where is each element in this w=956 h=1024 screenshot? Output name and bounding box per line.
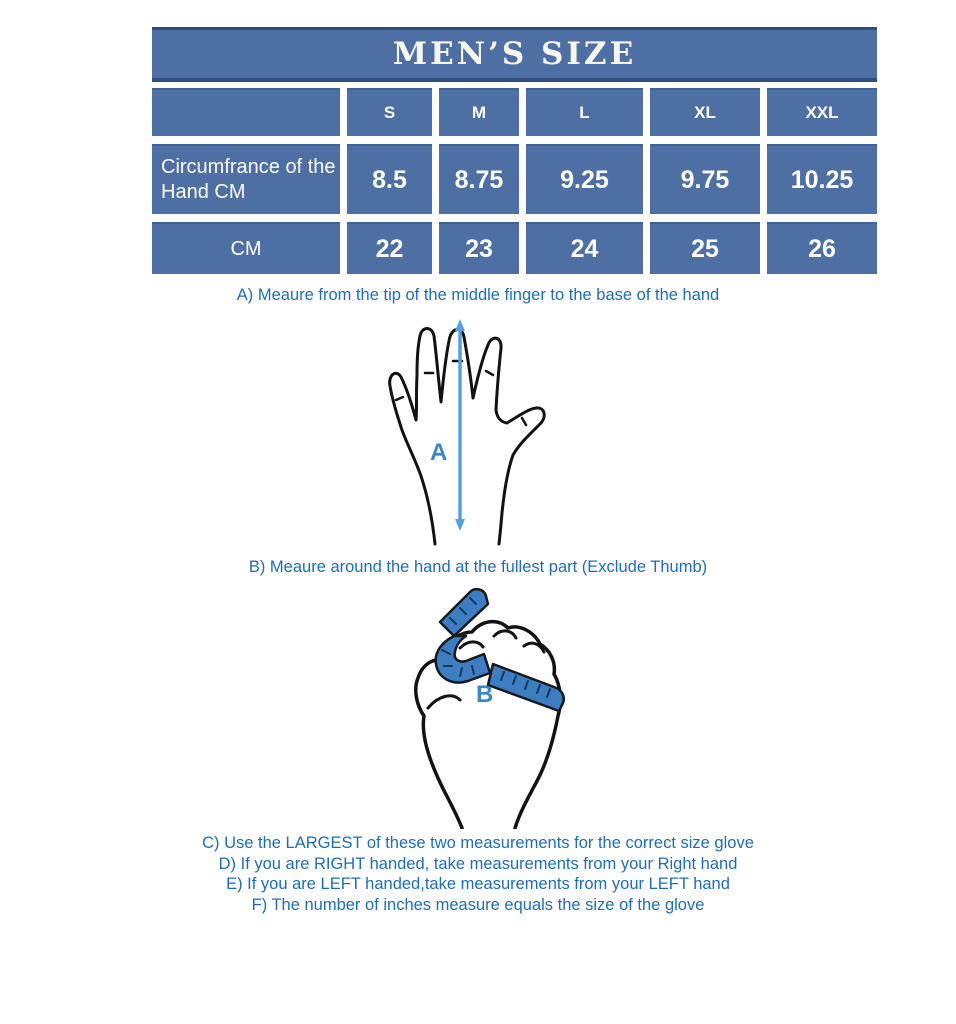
cm-value: 22 xyxy=(347,222,432,274)
fist-tape-measure-diagram xyxy=(398,584,573,829)
circumference-row-label: Circumfrance of the Hand CM xyxy=(152,144,340,214)
mens-size-table xyxy=(152,27,877,274)
instruction-b: B) Meaure around the hand at the fullest part (Exclude Thumb) xyxy=(248,558,708,576)
circumference-value: 8.75 xyxy=(439,144,519,214)
size-column-header: XL xyxy=(650,88,760,136)
diagram-b-label: B xyxy=(476,681,494,708)
cm-value: 26 xyxy=(767,222,877,274)
table-corner-cell xyxy=(152,88,340,136)
open-hand-measure-diagram xyxy=(383,314,555,546)
cm-row-label: CM xyxy=(152,222,340,274)
cm-value: 23 xyxy=(439,222,519,274)
size-column-header: L xyxy=(526,88,643,136)
size-column-header: M xyxy=(439,88,519,136)
table-title: MEN’S SIZE xyxy=(152,27,877,78)
hand-outline-illustration xyxy=(390,329,545,545)
size-column-header: S xyxy=(347,88,432,136)
diagram-a-label: A xyxy=(430,439,448,466)
size-column-header: XXL xyxy=(767,88,877,136)
cm-value: 24 xyxy=(526,222,643,274)
table-grid xyxy=(152,88,877,274)
arrowhead-up-icon xyxy=(455,319,465,331)
instruction-c: C) Use the LARGEST of these two measurements for the correct size glove xyxy=(202,834,754,852)
circumference-value: 9.25 xyxy=(526,144,643,214)
circumference-value: 9.75 xyxy=(650,144,760,214)
instruction-d: D) If you are RIGHT handed, take measurements from your Right hand xyxy=(218,854,738,873)
instruction-f: F) The number of inches measure equals the size of the glove xyxy=(251,895,705,914)
cm-value: 25 xyxy=(650,222,760,274)
instruction-a: A) Meaure from the tip of the middle finger to the base of the hand xyxy=(236,286,720,304)
circumference-value: 10.25 xyxy=(767,144,877,214)
instruction-notes xyxy=(0,833,956,915)
circumference-value: 8.5 xyxy=(347,144,432,214)
instruction-e: E) If you are LEFT handed,take measurements from your LEFT hand xyxy=(226,875,730,893)
